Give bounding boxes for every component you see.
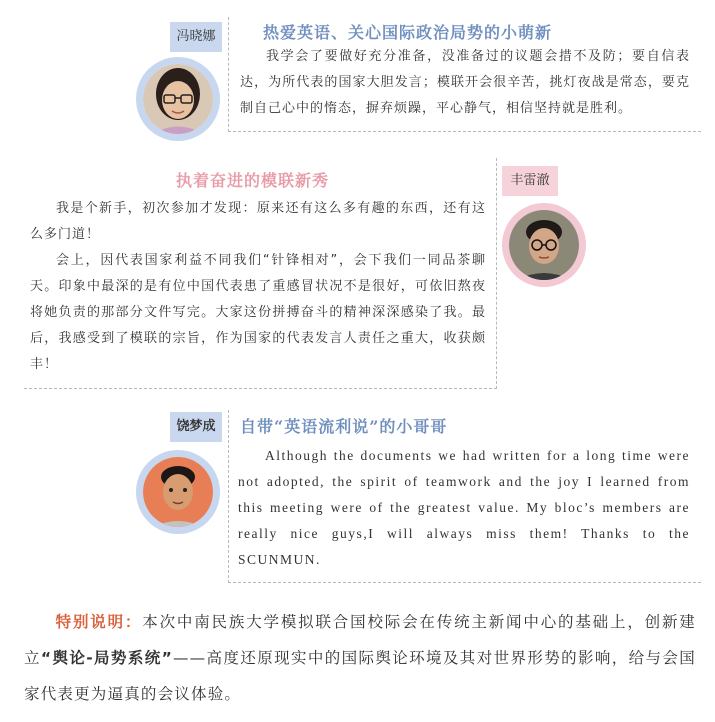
avatar-feng-leiche: [502, 203, 586, 287]
avatar-feng-xiaona: [136, 57, 220, 141]
profile-3-title: 自带“英语流利说”的小哥哥: [240, 417, 448, 436]
profile-2-title: 执着奋进的模联新秀: [176, 171, 330, 190]
profile-2-text: 我是个新手，初次参加才发现：原来还有这么多有趣的东西，还有这么多门道！ 会上，因代表国家利益不同我们“针锋相对”，会下我们一同品茶聊天。印象中最深的是有位中国代表患了重感冒状况不是很好，可依旧熬夜将她负责的那部分文件写完。大家这份拼搏奋斗的精神深深感染了我。最后，我感受到了模联的宗旨，作为国家的代表发言人责任之重大，收获颇丰！: [30, 201, 486, 372]
portrait-photo: [143, 64, 213, 134]
special-note-text-1: 本次中南民族大学模拟联合国校际会在传统主新闻中心的基础上，创新建立: [24, 613, 696, 667]
avatar-rao-mengcheng: [136, 450, 220, 534]
portrait-photo: [143, 457, 213, 527]
special-note-label: 特别说明：: [55, 613, 143, 631]
name-tag-rao-mengcheng: 饶梦成: [170, 412, 222, 442]
portrait-photo: [509, 210, 579, 280]
name-tag-feng-leiche: 丰雷澈: [502, 166, 558, 196]
name-tag-feng-xiaona: 冯晓娜: [170, 22, 222, 52]
special-note-text-2: ——高度还原现实中的国际舆论环境及其对世界形势的影响，给与会国家代表更为逼真的会议体验。: [24, 649, 697, 703]
special-note-highlight: “舆论-局势系统”: [40, 649, 173, 667]
profile-1-title: 热爱英语、关心国际政治局势的小萌新: [263, 23, 553, 42]
profile-1-text: 我学会了要做好充分准备，没准备过的议题会措不及防；要自信表达，为所代表的国家大胆发言；模联开会很辛苦，挑灯夜战是常态，要克制自己心中的惰态，摒弃烦躁，平心静气，相信坚持就是胜利。: [240, 49, 690, 116]
special-note: [24, 604, 696, 712]
profile-3-text: Although the documents we had written for a long time were not adopted, the spirit of teamwork and the joy I learned from this meeting were of the greatest value. My bloc’s members are really nice guys,I will always miss them! Thanks to the SCUNMUN.: [238, 448, 690, 567]
